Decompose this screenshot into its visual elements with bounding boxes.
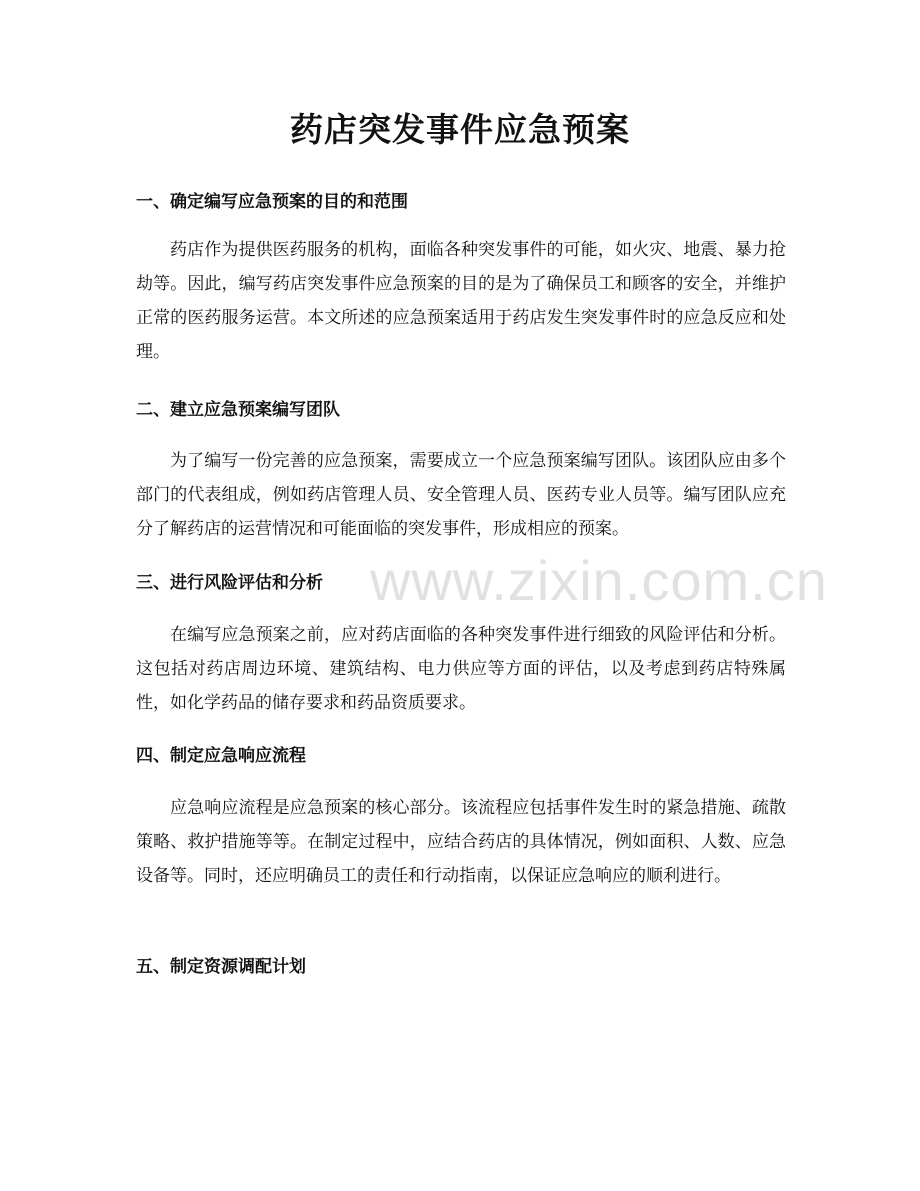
section-heading-4: 四、制定应急响应流程 <box>136 746 306 766</box>
document-title: 药店突发事件应急预案 <box>290 110 630 149</box>
section-body-1: 药店作为提供医药服务的机构，面临各种突发事件的可能，如火灾、地震、暴力抢劫等。因此，编写药店突发事件应急预案的目的是为了确保员工和顾客的安全，并维护正常的医药服务运营。本文所述的应急预案适用于药店发生突发事件时的应急反应和处理。 <box>136 240 786 362</box>
watermark: www.zixin.com.cn <box>370 549 828 612</box>
section-heading-1: 一、确定编写应急预案的目的和范围 <box>136 192 408 212</box>
section-heading-5: 五、制定资源调配计划 <box>136 957 306 977</box>
section-heading-3: 三、进行风险评估和分析 <box>136 573 323 593</box>
section-body-3: 在编写应急预案之前，应对药店面临的各种突发事件进行细致的风险评估和分析。这包括对药店周边环境、建筑结构、电力供应等方面的评估，以及考虑到药店特殊属性，如化学药品的储存要求和药品资质要求。 <box>136 625 786 713</box>
section-body-4: 应急响应流程是应急预案的核心部分。该流程应包括事件发生时的紧急措施、疏散策略、救护措施等等。在制定过程中，应结合药店的具体情况，例如面积、人数、应急设备等。同时，还应明确员工的责任和行动指南，以保证应急响应的顺利进行。 <box>136 798 786 886</box>
section-body-2: 为了编写一份完善的应急预案，需要成立一个应急预案编写团队。该团队应由多个部门的代表组成，例如药店管理人员、安全管理人员、医药专业人员等。编写团队应充分了解药店的运营情况和可能面临的突发事件，形成相应的预案。 <box>136 451 786 539</box>
section-heading-2: 二、建立应急预案编写团队 <box>136 400 340 420</box>
